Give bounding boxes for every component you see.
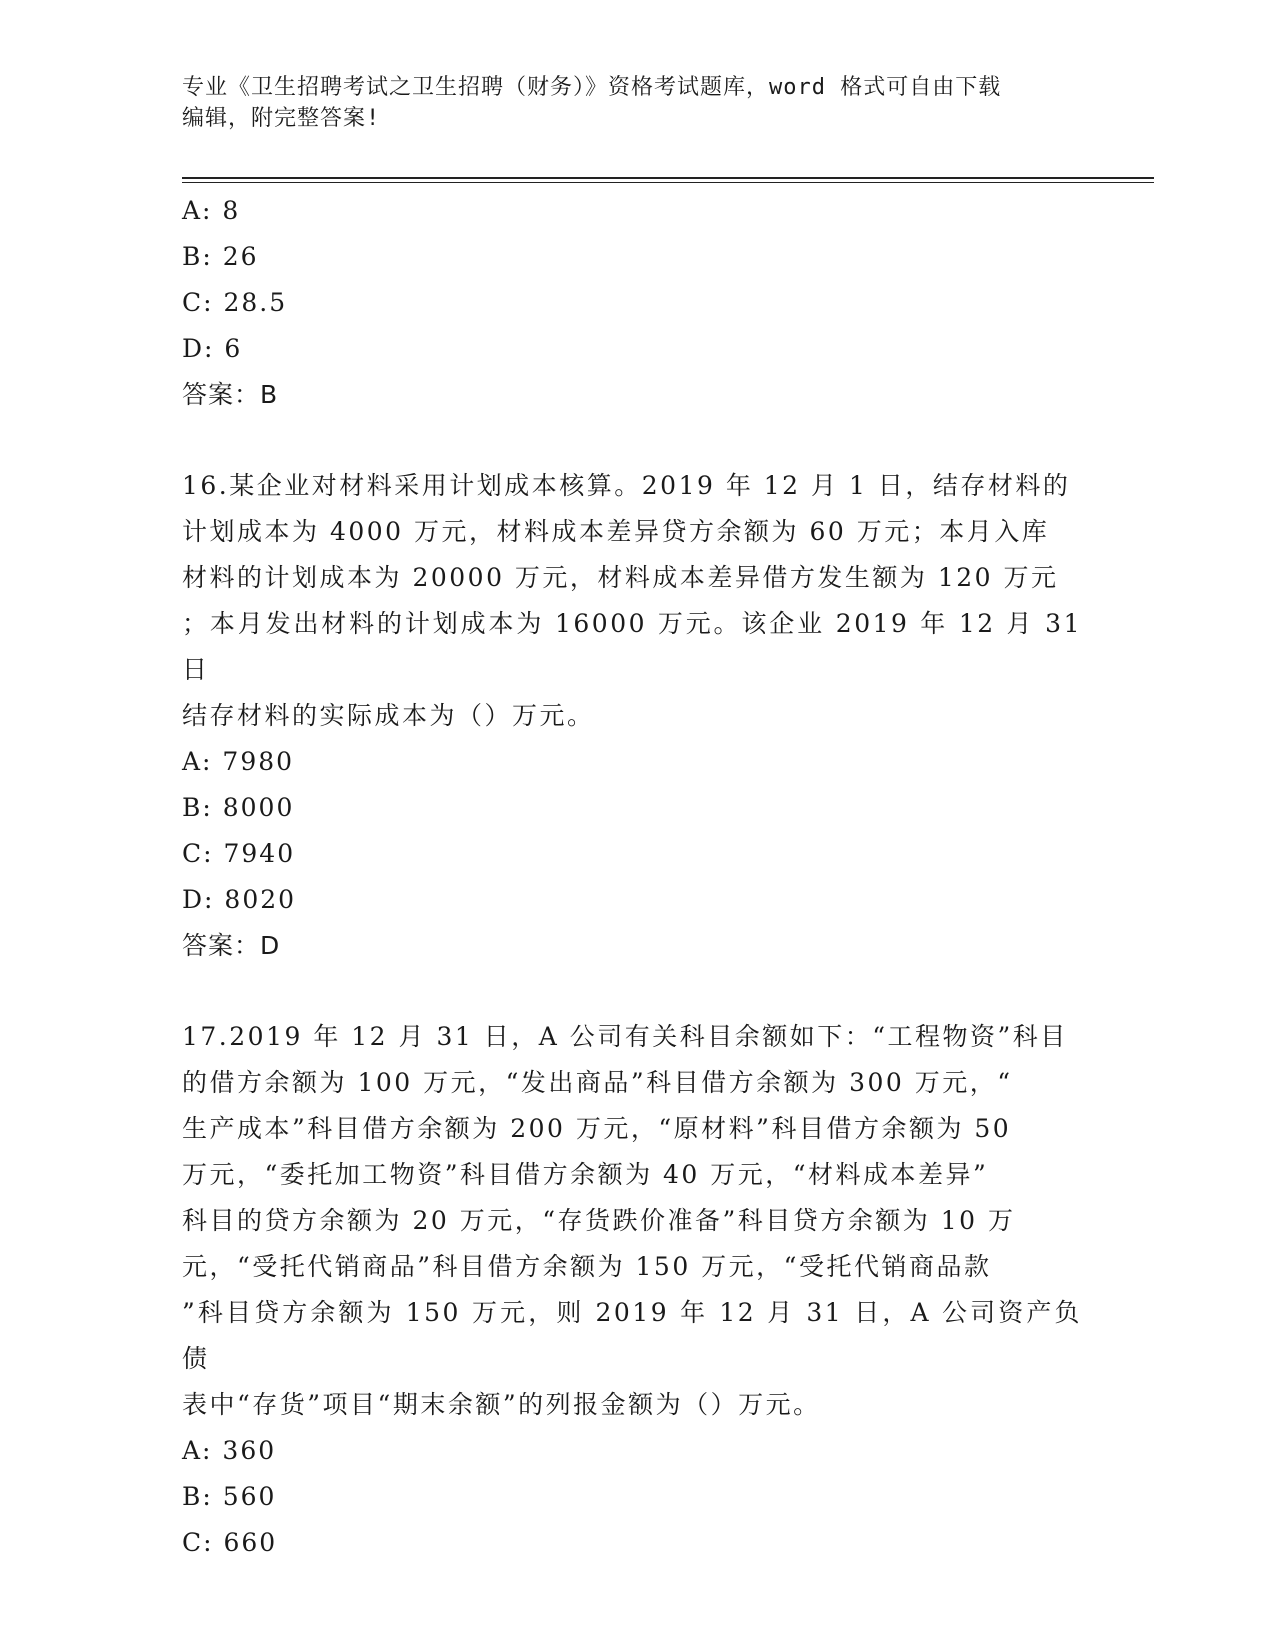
answer-line: 答案：D [182,931,281,960]
option-a: A: 8 [182,196,241,225]
question-text-line: 结存材料的实际成本为（）万元。 [182,701,595,730]
option-c: C: 7940 [182,839,296,868]
question-text-line: 生产成本”科目借方余额为 200 万元，“原材料”科目借方余额为 50 [182,1114,1012,1143]
question-17 [182,1014,1082,1566]
question-spacer [182,969,1082,1014]
header-divider-thin [182,182,1154,183]
option-a: A: 360 [182,1436,277,1465]
question-text-line: ”科目贷方余额为 150 万元，则 2019 年 12 月 31 日，A 公司资产负债 [182,1298,1082,1373]
question-text-line: 计划成本为 4000 万元，材料成本差异贷方余额为 60 万元；本月入库 [182,517,1050,546]
question-text-line: 16.某企业对材料采用计划成本核算。2019 年 12 月 1 日，结存材料的 [182,471,1071,500]
question-text-line: 表中“存货”项目“期末余额”的列报金额为（）万元。 [182,1390,821,1419]
question-text-line: 的借方余额为 100 万元，“发出商品”科目借方余额为 300 万元，“ [182,1068,1013,1097]
document-header [182,72,1062,134]
option-a: A: 7980 [182,747,295,776]
question-15-options [182,188,1082,418]
header-divider-thick [182,177,1154,179]
header-line-1: 专业《卫生招聘考试之卫生招聘（财务）》资格考试题库，word 格式可自由下载 [182,75,1002,100]
answer-line: 答案：B [182,380,279,409]
option-b: B: 560 [182,1482,277,1511]
question-text-line: 17.2019 年 12 月 31 日，A 公司有关科目余额如下：“工程物资”科目 [182,1022,1068,1051]
option-d: D: 8020 [182,885,297,914]
question-text-line: 科目的贷方余额为 20 万元，“存货跌价准备”科目贷方余额为 10 万 [182,1206,1016,1235]
question-content [182,188,1082,1566]
question-16 [182,463,1082,969]
question-text-line: 材料的计划成本为 20000 万元，材料成本差异借方发生额为 120 万元 [182,563,1059,592]
header-line-2: 编辑，附完整答案! [182,106,381,131]
question-spacer [182,418,1082,463]
question-text-line: 万元，“委托加工物资”科目借方余额为 40 万元，“材料成本差异” [182,1160,989,1189]
option-c: C: 28.5 [182,288,288,317]
option-b: B: 8000 [182,793,295,822]
option-c: C: 660 [182,1528,278,1557]
option-b: B: 26 [182,242,259,271]
question-text-line: 元，“受托代销商品”科目借方余额为 150 万元，“受托代销商品款 [182,1252,992,1281]
question-text-line: ；本月发出材料的计划成本为 16000 万元。该企业 2019 年 12 月 31 日 [182,609,1082,684]
option-d: D: 6 [182,334,243,363]
